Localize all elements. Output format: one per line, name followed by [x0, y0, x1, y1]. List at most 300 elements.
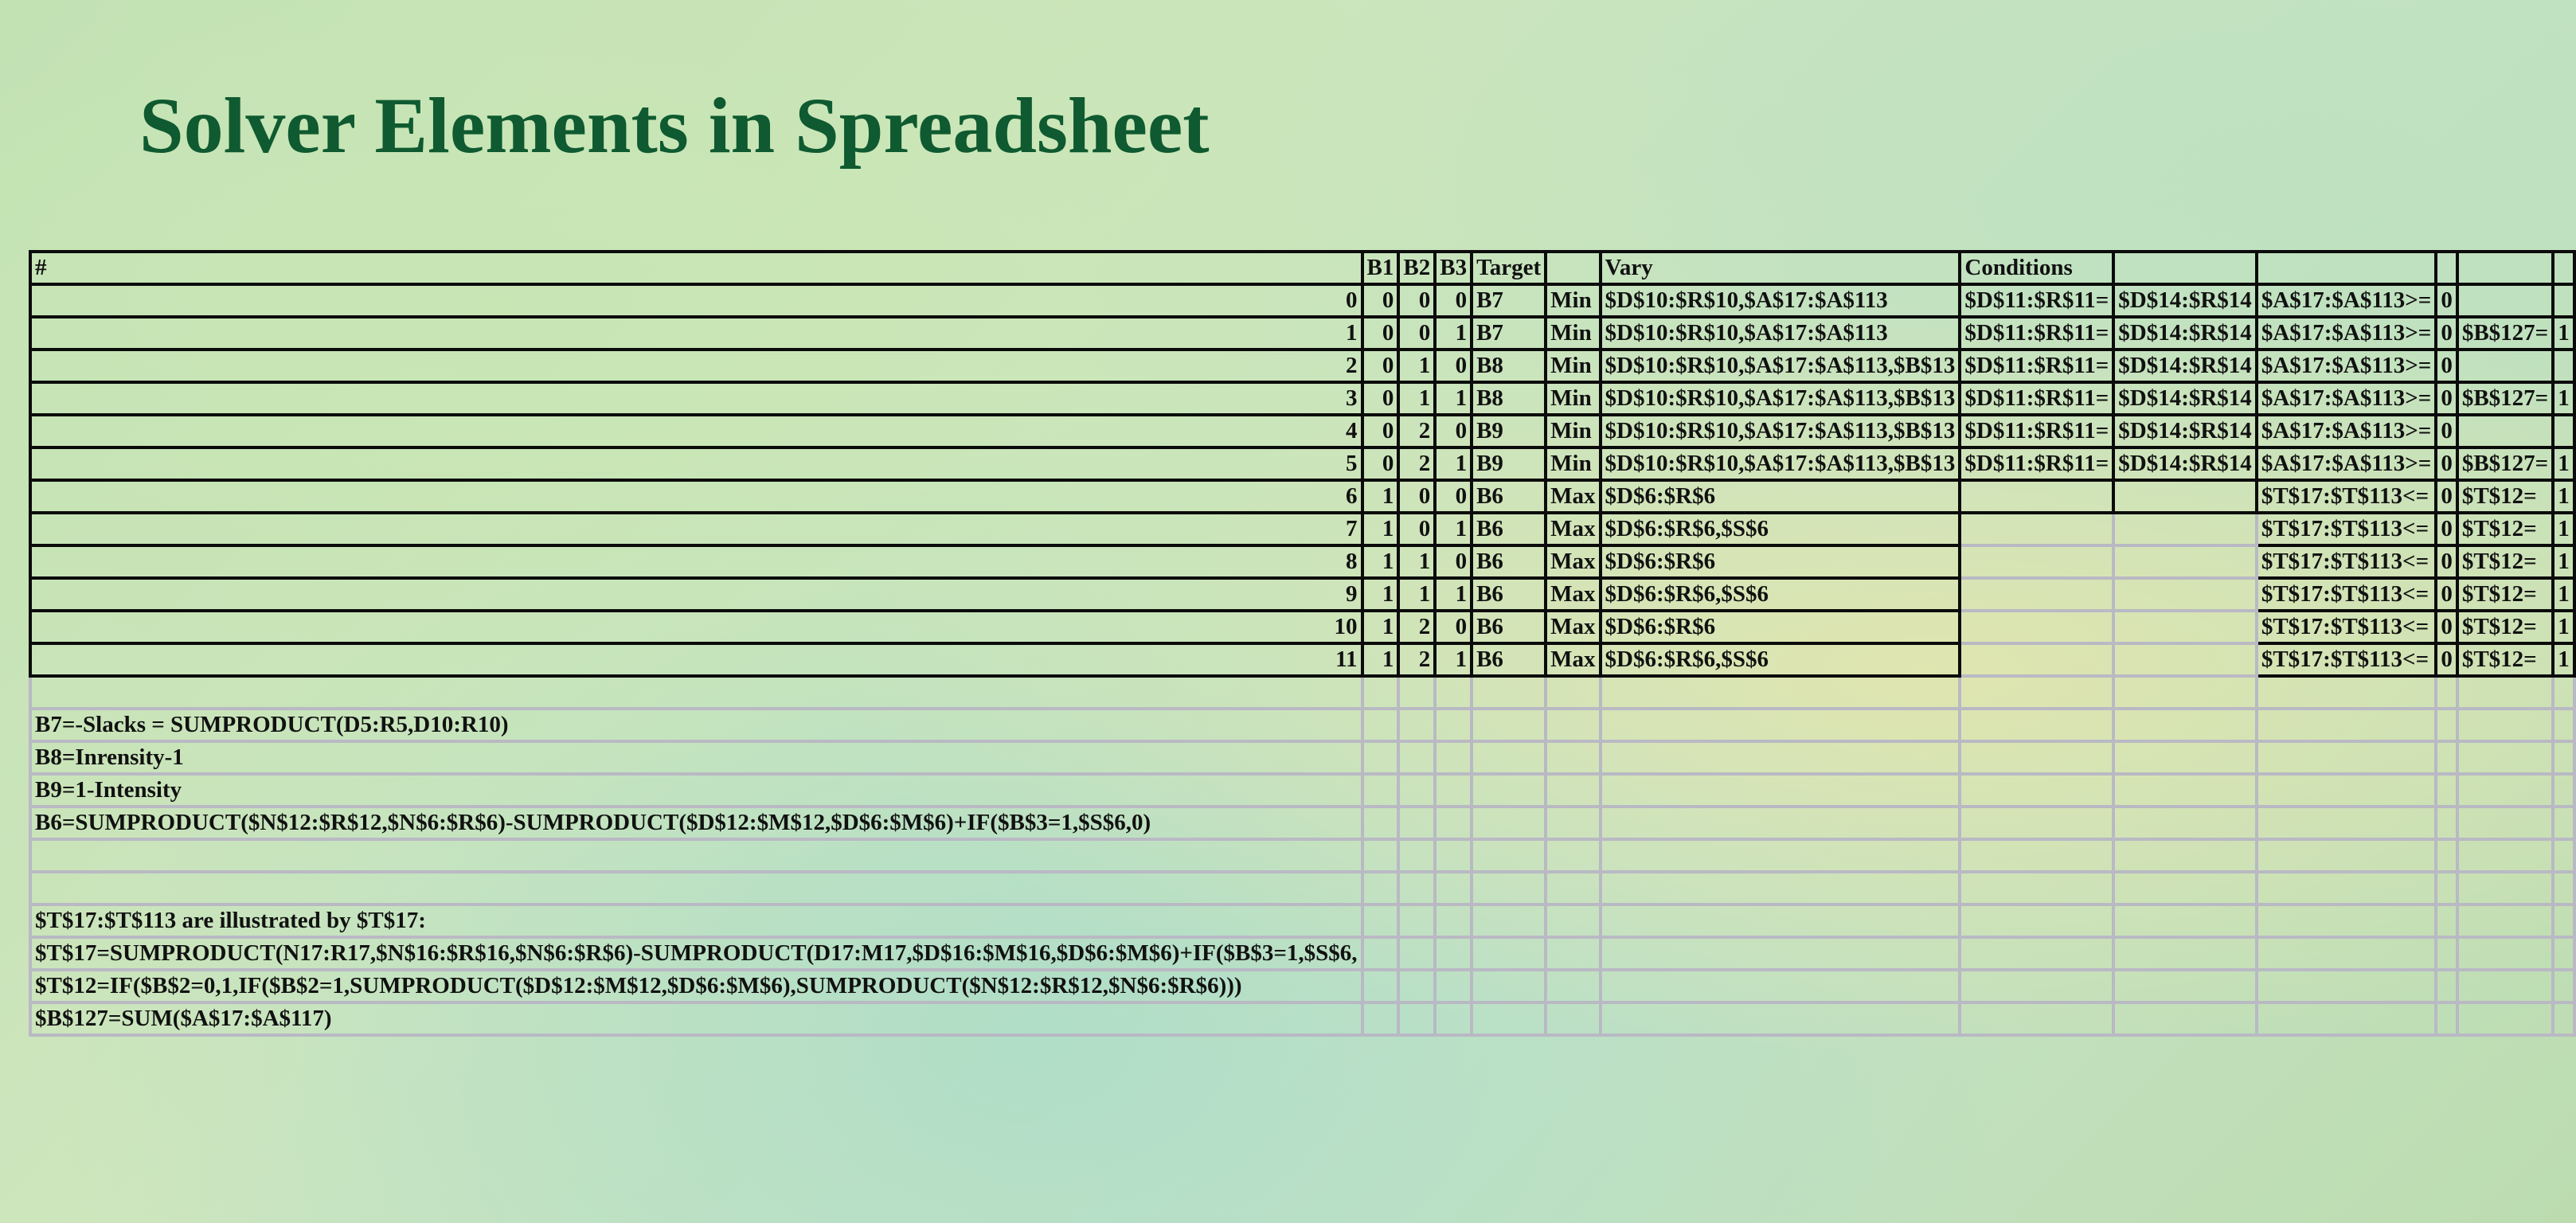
empty-cell[interactable]	[2553, 872, 2574, 905]
empty-cell[interactable]	[2113, 872, 2257, 905]
row-1-b1-cell[interactable]: 0	[1362, 317, 1399, 350]
empty-cell[interactable]	[1472, 872, 1546, 905]
header-goal-cell[interactable]	[1546, 252, 1600, 284]
row-3-constraint-value-cell[interactable]: 0	[2436, 382, 2457, 415]
row-11-constraint-cell[interactable]: $T$17:$T$113<=	[2257, 643, 2437, 676]
row-6-condition-rhs-cell[interactable]	[2113, 480, 2257, 513]
empty-cell[interactable]	[1435, 937, 1472, 970]
row-9-extra-value-cell[interactable]: 1	[2553, 578, 2574, 611]
row-9-vary-cell[interactable]: $D$6:$R$6,$S$6	[1601, 578, 1960, 611]
row-11-constraint-value-cell[interactable]: 0	[2436, 643, 2457, 676]
empty-cell[interactable]	[2436, 741, 2457, 774]
row-11-goal-cell[interactable]: Max	[1546, 643, 1600, 676]
row-1-b2-cell[interactable]: 0	[1398, 317, 1435, 350]
row-9-goal-cell[interactable]: Max	[1546, 578, 1600, 611]
empty-cell[interactable]	[2457, 709, 2553, 741]
row-8-condition-lhs-cell[interactable]	[1960, 545, 2113, 578]
empty-cell[interactable]	[1435, 709, 1472, 741]
empty-cell[interactable]	[1546, 741, 1600, 774]
formula-note[interactable]: $B$127=SUM($A$17:$A$117)	[30, 1002, 1362, 1035]
empty-cell[interactable]	[2113, 807, 2257, 839]
empty-cell[interactable]	[2257, 970, 2437, 1002]
row-10-index-cell[interactable]: 10	[30, 611, 1362, 643]
empty-cell[interactable]	[1472, 676, 1546, 709]
empty-cell[interactable]	[2553, 970, 2574, 1002]
row-6-condition-lhs-cell[interactable]	[1960, 480, 2113, 513]
empty-cell[interactable]	[2113, 839, 2257, 872]
row-2-index-cell[interactable]: 2	[30, 350, 1362, 382]
empty-cell[interactable]	[2553, 774, 2574, 807]
row-3-vary-cell[interactable]: $D$10:$R$10,$A$17:$A$113,$B$13	[1601, 382, 1960, 415]
row-11-vary-cell[interactable]: $D$6:$R$6,$S$6	[1601, 643, 1960, 676]
formula-note[interactable]: B7=-Slacks = SUMPRODUCT(D5:R5,D10:R10)	[30, 709, 1362, 741]
row-6-b3-cell[interactable]: 0	[1435, 480, 1472, 513]
row-5-condition-lhs-cell[interactable]: $D$11:$R$11=	[1960, 447, 2113, 480]
row-1-goal-cell[interactable]: Min	[1546, 317, 1600, 350]
header-target-cell[interactable]: Target	[1472, 252, 1546, 284]
row-7-extra-constraint-cell[interactable]: $T$12=	[2457, 513, 2553, 545]
empty-cell[interactable]	[1362, 676, 1399, 709]
row-0-extra-constraint-cell[interactable]	[2457, 284, 2553, 317]
empty-cell[interactable]	[1546, 970, 1600, 1002]
empty-cell[interactable]	[2257, 872, 2437, 905]
row-6-b2-cell[interactable]: 0	[1398, 480, 1435, 513]
empty-cell[interactable]	[2436, 676, 2457, 709]
row-8-target-cell[interactable]: B6	[1472, 545, 1546, 578]
row-7-b3-cell[interactable]: 1	[1435, 513, 1472, 545]
row-1-constraint-value-cell[interactable]: 0	[2436, 317, 2457, 350]
row-1-target-cell[interactable]: B7	[1472, 317, 1546, 350]
row-10-extra-constraint-cell[interactable]: $T$12=	[2457, 611, 2553, 643]
empty-cell[interactable]	[1601, 741, 1960, 774]
row-4-b1-cell[interactable]: 0	[1362, 415, 1399, 447]
empty-cell[interactable]	[1398, 807, 1435, 839]
empty-cell[interactable]	[2113, 1002, 2257, 1035]
empty-cell[interactable]	[1362, 1002, 1399, 1035]
row-11-target-cell[interactable]: B6	[1472, 643, 1546, 676]
row-5-goal-cell[interactable]: Min	[1546, 447, 1600, 480]
row-5-extra-constraint-cell[interactable]: $B$127=	[2457, 447, 2553, 480]
row-10-vary-cell[interactable]: $D$6:$R$6	[1601, 611, 1960, 643]
formula-note[interactable]	[30, 839, 1362, 872]
row-11-b3-cell[interactable]: 1	[1435, 643, 1472, 676]
row-2-b1-cell[interactable]: 0	[1362, 350, 1399, 382]
empty-cell[interactable]	[2457, 676, 2553, 709]
empty-cell[interactable]	[1546, 774, 1600, 807]
empty-cell[interactable]	[2457, 807, 2553, 839]
row-11-b2-cell[interactable]: 2	[1398, 643, 1435, 676]
empty-cell[interactable]	[2257, 905, 2437, 937]
empty-cell[interactable]	[1362, 970, 1399, 1002]
row-10-condition-rhs-cell[interactable]	[2113, 611, 2257, 643]
row-0-condition-rhs-cell[interactable]: $D$14:$R$14	[2113, 284, 2257, 317]
empty-cell[interactable]	[2457, 839, 2553, 872]
empty-cell[interactable]	[1435, 741, 1472, 774]
empty-cell[interactable]	[2436, 807, 2457, 839]
empty-cell[interactable]	[1435, 807, 1472, 839]
row-4-goal-cell[interactable]: Min	[1546, 415, 1600, 447]
row-3-b3-cell[interactable]: 1	[1435, 382, 1472, 415]
row-4-constraint-cell[interactable]: $A$17:$A$113>=	[2257, 415, 2437, 447]
empty-cell[interactable]	[1601, 709, 1960, 741]
row-11-b1-cell[interactable]: 1	[1362, 643, 1399, 676]
formula-note[interactable]	[30, 872, 1362, 905]
empty-cell[interactable]	[1546, 839, 1600, 872]
row-3-condition-rhs-cell[interactable]: $D$14:$R$14	[2113, 382, 2257, 415]
empty-cell[interactable]	[1398, 741, 1435, 774]
row-0-b1-cell[interactable]: 0	[1362, 284, 1399, 317]
empty-cell[interactable]	[2257, 676, 2437, 709]
formula-note[interactable]: $T$17=SUMPRODUCT(N17:R17,$N$16:$R$16,$N$6:$R$6)-SUMPRODUCT(D17:M17,$D$16:$M$16,$D$6:$M$6)+IF($B$3=1,$S$6,	[30, 937, 1362, 970]
row-9-constraint-value-cell[interactable]: 0	[2436, 578, 2457, 611]
row-10-constraint-cell[interactable]: $T$17:$T$113<=	[2257, 611, 2437, 643]
row-8-goal-cell[interactable]: Max	[1546, 545, 1600, 578]
row-2-extra-constraint-cell[interactable]	[2457, 350, 2553, 382]
row-5-vary-cell[interactable]: $D$10:$R$10,$A$17:$A$113,$B$13	[1601, 447, 1960, 480]
empty-cell[interactable]	[2553, 905, 2574, 937]
row-2-b3-cell[interactable]: 0	[1435, 350, 1472, 382]
header-b2-cell[interactable]: B2	[1398, 252, 1435, 284]
row-3-b2-cell[interactable]: 1	[1398, 382, 1435, 415]
row-10-constraint-value-cell[interactable]: 0	[2436, 611, 2457, 643]
empty-cell[interactable]	[1960, 709, 2113, 741]
empty-cell[interactable]	[2436, 937, 2457, 970]
row-9-target-cell[interactable]: B6	[1472, 578, 1546, 611]
row-2-constraint-cell[interactable]: $A$17:$A$113>=	[2257, 350, 2437, 382]
header-constraint-cell[interactable]	[2257, 252, 2437, 284]
empty-cell[interactable]	[1472, 970, 1546, 1002]
row-6-constraint-value-cell[interactable]: 0	[2436, 480, 2457, 513]
row-10-extra-value-cell[interactable]: 1	[2553, 611, 2574, 643]
empty-cell[interactable]	[1362, 872, 1399, 905]
empty-cell[interactable]	[1601, 676, 1960, 709]
row-1-index-cell[interactable]: 1	[30, 317, 1362, 350]
row-10-b2-cell[interactable]: 2	[1398, 611, 1435, 643]
empty-cell[interactable]	[2553, 741, 2574, 774]
empty-cell[interactable]	[1472, 807, 1546, 839]
empty-cell[interactable]	[1362, 905, 1399, 937]
empty-cell[interactable]	[2553, 807, 2574, 839]
row-3-goal-cell[interactable]: Min	[1546, 382, 1600, 415]
header-condition-lhs-cell[interactable]: Conditions	[1960, 252, 2113, 284]
row-9-b3-cell[interactable]: 1	[1435, 578, 1472, 611]
empty-cell[interactable]	[1601, 1002, 1960, 1035]
row-8-condition-rhs-cell[interactable]	[2113, 545, 2257, 578]
empty-cell[interactable]	[1362, 839, 1399, 872]
header-b3-cell[interactable]: B3	[1435, 252, 1472, 284]
empty-cell[interactable]	[1960, 839, 2113, 872]
row-2-goal-cell[interactable]: Min	[1546, 350, 1600, 382]
empty-cell[interactable]	[1960, 937, 2113, 970]
empty-cell[interactable]	[2553, 839, 2574, 872]
row-5-target-cell[interactable]: B9	[1472, 447, 1546, 480]
empty-cell[interactable]	[1398, 937, 1435, 970]
row-6-extra-value-cell[interactable]: 1	[2553, 480, 2574, 513]
row-1-condition-rhs-cell[interactable]: $D$14:$R$14	[2113, 317, 2257, 350]
empty-cell[interactable]	[2113, 741, 2257, 774]
row-7-index-cell[interactable]: 7	[30, 513, 1362, 545]
empty-cell[interactable]	[1601, 970, 1960, 1002]
formula-note[interactable]: B6=SUMPRODUCT($N$12:$R$12,$N$6:$R$6)-SUMPRODUCT($D$12:$M$12,$D$6:$M$6)+IF($B$3=1,$S$6,0)	[30, 807, 1362, 839]
empty-cell[interactable]	[2257, 774, 2437, 807]
row-10-condition-lhs-cell[interactable]	[1960, 611, 2113, 643]
empty-cell[interactable]	[1960, 807, 2113, 839]
empty-cell[interactable]	[1601, 774, 1960, 807]
row-3-condition-lhs-cell[interactable]: $D$11:$R$11=	[1960, 382, 2113, 415]
row-5-constraint-cell[interactable]: $A$17:$A$113>=	[2257, 447, 2437, 480]
empty-cell[interactable]	[1362, 807, 1399, 839]
row-7-vary-cell[interactable]: $D$6:$R$6,$S$6	[1601, 513, 1960, 545]
empty-cell[interactable]	[2457, 937, 2553, 970]
empty-cell[interactable]	[2257, 709, 2437, 741]
empty-cell[interactable]	[1398, 709, 1435, 741]
empty-cell[interactable]	[2257, 807, 2437, 839]
row-3-target-cell[interactable]: B8	[1472, 382, 1546, 415]
row-9-condition-lhs-cell[interactable]	[1960, 578, 2113, 611]
empty-cell[interactable]	[1472, 905, 1546, 937]
row-7-target-cell[interactable]: B6	[1472, 513, 1546, 545]
empty-cell[interactable]	[2457, 741, 2553, 774]
empty-cell[interactable]	[1435, 774, 1472, 807]
row-0-constraint-cell[interactable]: $A$17:$A$113>=	[2257, 284, 2437, 317]
empty-cell[interactable]	[2436, 774, 2457, 807]
empty-cell[interactable]	[1398, 905, 1435, 937]
row-3-constraint-cell[interactable]: $A$17:$A$113>=	[2257, 382, 2437, 415]
empty-cell[interactable]	[1546, 937, 1600, 970]
empty-cell[interactable]	[1362, 937, 1399, 970]
row-7-b2-cell[interactable]: 0	[1398, 513, 1435, 545]
header-index-cell[interactable]: #	[30, 252, 1362, 284]
empty-cell[interactable]	[1435, 872, 1472, 905]
row-7-b1-cell[interactable]: 1	[1362, 513, 1399, 545]
row-7-condition-lhs-cell[interactable]	[1960, 513, 2113, 545]
empty-cell[interactable]	[1398, 774, 1435, 807]
empty-cell[interactable]	[1362, 741, 1399, 774]
row-5-index-cell[interactable]: 5	[30, 447, 1362, 480]
row-8-extra-value-cell[interactable]: 1	[2553, 545, 2574, 578]
row-0-index-cell[interactable]: 0	[30, 284, 1362, 317]
row-7-condition-rhs-cell[interactable]	[2113, 513, 2257, 545]
row-10-b3-cell[interactable]: 0	[1435, 611, 1472, 643]
row-2-condition-lhs-cell[interactable]: $D$11:$R$11=	[1960, 350, 2113, 382]
row-4-b2-cell[interactable]: 2	[1398, 415, 1435, 447]
empty-cell[interactable]	[1472, 839, 1546, 872]
row-9-index-cell[interactable]: 9	[30, 578, 1362, 611]
header-vary-cell[interactable]: Vary	[1601, 252, 1960, 284]
formula-note[interactable]: B8=Inrensity-1	[30, 741, 1362, 774]
row-8-b2-cell[interactable]: 1	[1398, 545, 1435, 578]
row-4-index-cell[interactable]: 4	[30, 415, 1362, 447]
empty-cell[interactable]	[1398, 872, 1435, 905]
row-6-b1-cell[interactable]: 1	[1362, 480, 1399, 513]
row-11-extra-value-cell[interactable]: 1	[2553, 643, 2574, 676]
empty-cell[interactable]	[2436, 872, 2457, 905]
empty-cell[interactable]	[2257, 839, 2437, 872]
empty-cell[interactable]	[1546, 807, 1600, 839]
row-10-b1-cell[interactable]: 1	[1362, 611, 1399, 643]
row-6-constraint-cell[interactable]: $T$17:$T$113<=	[2257, 480, 2437, 513]
row-8-vary-cell[interactable]: $D$6:$R$6	[1601, 545, 1960, 578]
empty-cell[interactable]	[1472, 741, 1546, 774]
row-8-b1-cell[interactable]: 1	[1362, 545, 1399, 578]
row-0-vary-cell[interactable]: $D$10:$R$10,$A$17:$A$113	[1601, 284, 1960, 317]
empty-cell[interactable]	[1435, 839, 1472, 872]
row-4-extra-constraint-cell[interactable]	[2457, 415, 2553, 447]
row-7-goal-cell[interactable]: Max	[1546, 513, 1600, 545]
empty-cell[interactable]	[1601, 937, 1960, 970]
empty-cell[interactable]	[2436, 839, 2457, 872]
empty-cell[interactable]	[1546, 872, 1600, 905]
formula-note[interactable]: $T$12=IF($B$2=0,1,IF($B$2=1,SUMPRODUCT($D$12:$M$12,$D$6:$M$6),SUMPRODUCT($N$12:$R$12,$N$6:$R$6)))	[30, 970, 1362, 1002]
empty-cell[interactable]	[1960, 676, 2113, 709]
empty-cell[interactable]	[1472, 1002, 1546, 1035]
empty-cell[interactable]	[1960, 741, 2113, 774]
row-7-constraint-cell[interactable]: $T$17:$T$113<=	[2257, 513, 2437, 545]
row-1-condition-lhs-cell[interactable]: $D$11:$R$11=	[1960, 317, 2113, 350]
row-4-condition-lhs-cell[interactable]: $D$11:$R$11=	[1960, 415, 2113, 447]
empty-cell[interactable]	[2113, 937, 2257, 970]
empty-cell[interactable]	[2457, 1002, 2553, 1035]
empty-cell[interactable]	[1960, 970, 2113, 1002]
empty-cell[interactable]	[1960, 872, 2113, 905]
row-2-extra-value-cell[interactable]	[2553, 350, 2574, 382]
empty-cell[interactable]	[2113, 709, 2257, 741]
empty-cell[interactable]	[1435, 970, 1472, 1002]
row-2-vary-cell[interactable]: $D$10:$R$10,$A$17:$A$113,$B$13	[1601, 350, 1960, 382]
row-9-condition-rhs-cell[interactable]	[2113, 578, 2257, 611]
row-2-b2-cell[interactable]: 1	[1398, 350, 1435, 382]
empty-cell[interactable]	[2457, 905, 2553, 937]
row-11-index-cell[interactable]: 11	[30, 643, 1362, 676]
empty-cell[interactable]	[2113, 774, 2257, 807]
header-condition-rhs-cell[interactable]	[2113, 252, 2257, 284]
row-8-constraint-cell[interactable]: $T$17:$T$113<=	[2257, 545, 2437, 578]
empty-cell[interactable]	[2436, 1002, 2457, 1035]
empty-cell[interactable]	[2553, 1002, 2574, 1035]
row-3-b1-cell[interactable]: 0	[1362, 382, 1399, 415]
row-0-b3-cell[interactable]: 0	[1435, 284, 1472, 317]
formula-note[interactable]: $T$17:$T$113 are illustrated by $T$17:	[30, 905, 1362, 937]
row-9-constraint-cell[interactable]: $T$17:$T$113<=	[2257, 578, 2437, 611]
row-5-constraint-value-cell[interactable]: 0	[2436, 447, 2457, 480]
empty-cell[interactable]	[1362, 709, 1399, 741]
row-5-condition-rhs-cell[interactable]: $D$14:$R$14	[2113, 447, 2257, 480]
row-3-extra-value-cell[interactable]: 1	[2553, 382, 2574, 415]
empty-cell[interactable]	[1398, 1002, 1435, 1035]
empty-cell[interactable]	[1472, 937, 1546, 970]
row-6-index-cell[interactable]: 6	[30, 480, 1362, 513]
row-0-target-cell[interactable]: B7	[1472, 284, 1546, 317]
empty-cell[interactable]	[2113, 970, 2257, 1002]
row-5-b1-cell[interactable]: 0	[1362, 447, 1399, 480]
row-3-index-cell[interactable]: 3	[30, 382, 1362, 415]
empty-cell[interactable]	[2113, 905, 2257, 937]
empty-cell[interactable]	[1435, 1002, 1472, 1035]
formula-note[interactable]	[30, 676, 1362, 709]
empty-cell[interactable]	[1960, 1002, 2113, 1035]
empty-cell[interactable]	[1472, 709, 1546, 741]
row-5-extra-value-cell[interactable]: 1	[2553, 447, 2574, 480]
empty-cell[interactable]	[1601, 872, 1960, 905]
row-9-b2-cell[interactable]: 1	[1398, 578, 1435, 611]
row-2-constraint-value-cell[interactable]: 0	[2436, 350, 2457, 382]
empty-cell[interactable]	[1472, 774, 1546, 807]
row-0-constraint-value-cell[interactable]: 0	[2436, 284, 2457, 317]
empty-cell[interactable]	[2257, 937, 2437, 970]
row-10-goal-cell[interactable]: Max	[1546, 611, 1600, 643]
row-1-vary-cell[interactable]: $D$10:$R$10,$A$17:$A$113	[1601, 317, 1960, 350]
row-6-target-cell[interactable]: B6	[1472, 480, 1546, 513]
empty-cell[interactable]	[1601, 807, 1960, 839]
empty-cell[interactable]	[1435, 676, 1472, 709]
formula-note[interactable]: B9=1-Intensity	[30, 774, 1362, 807]
row-2-target-cell[interactable]: B8	[1472, 350, 1546, 382]
row-5-b3-cell[interactable]: 1	[1435, 447, 1472, 480]
empty-cell[interactable]	[2553, 709, 2574, 741]
empty-cell[interactable]	[1960, 905, 2113, 937]
row-0-condition-lhs-cell[interactable]: $D$11:$R$11=	[1960, 284, 2113, 317]
empty-cell[interactable]	[2436, 709, 2457, 741]
header-extra-value-cell[interactable]	[2553, 252, 2574, 284]
row-8-index-cell[interactable]: 8	[30, 545, 1362, 578]
row-0-extra-value-cell[interactable]	[2553, 284, 2574, 317]
empty-cell[interactable]	[1362, 774, 1399, 807]
row-1-extra-constraint-cell[interactable]: $B$127=	[2457, 317, 2553, 350]
empty-cell[interactable]	[1435, 905, 1472, 937]
row-11-condition-lhs-cell[interactable]	[1960, 643, 2113, 676]
empty-cell[interactable]	[1546, 709, 1600, 741]
row-3-extra-constraint-cell[interactable]: $B$127=	[2457, 382, 2553, 415]
header-extra-constraint-cell[interactable]	[2457, 252, 2553, 284]
empty-cell[interactable]	[2457, 970, 2553, 1002]
row-4-vary-cell[interactable]: $D$10:$R$10,$A$17:$A$113,$B$13	[1601, 415, 1960, 447]
empty-cell[interactable]	[1398, 676, 1435, 709]
row-1-extra-value-cell[interactable]: 1	[2553, 317, 2574, 350]
row-6-extra-constraint-cell[interactable]: $T$12=	[2457, 480, 2553, 513]
empty-cell[interactable]	[1546, 905, 1600, 937]
empty-cell[interactable]	[1601, 839, 1960, 872]
row-6-goal-cell[interactable]: Max	[1546, 480, 1600, 513]
empty-cell[interactable]	[2436, 905, 2457, 937]
row-8-b3-cell[interactable]: 0	[1435, 545, 1472, 578]
row-9-b1-cell[interactable]: 1	[1362, 578, 1399, 611]
empty-cell[interactable]	[1546, 1002, 1600, 1035]
empty-cell[interactable]	[2257, 1002, 2437, 1035]
row-0-goal-cell[interactable]: Min	[1546, 284, 1600, 317]
row-4-constraint-value-cell[interactable]: 0	[2436, 415, 2457, 447]
empty-cell[interactable]	[2457, 774, 2553, 807]
row-11-condition-rhs-cell[interactable]	[2113, 643, 2257, 676]
empty-cell[interactable]	[2113, 676, 2257, 709]
empty-cell[interactable]	[2553, 937, 2574, 970]
empty-cell[interactable]	[1601, 905, 1960, 937]
empty-cell[interactable]	[1398, 839, 1435, 872]
row-5-b2-cell[interactable]: 2	[1398, 447, 1435, 480]
row-8-extra-constraint-cell[interactable]: $T$12=	[2457, 545, 2553, 578]
row-11-extra-constraint-cell[interactable]: $T$12=	[2457, 643, 2553, 676]
header-b1-cell[interactable]: B1	[1362, 252, 1399, 284]
row-1-constraint-cell[interactable]: $A$17:$A$113>=	[2257, 317, 2437, 350]
empty-cell[interactable]	[2553, 676, 2574, 709]
row-4-b3-cell[interactable]: 0	[1435, 415, 1472, 447]
row-8-constraint-value-cell[interactable]: 0	[2436, 545, 2457, 578]
empty-cell[interactable]	[1960, 774, 2113, 807]
row-4-extra-value-cell[interactable]	[2553, 415, 2574, 447]
row-1-b3-cell[interactable]: 1	[1435, 317, 1472, 350]
row-0-b2-cell[interactable]: 0	[1398, 284, 1435, 317]
row-4-condition-rhs-cell[interactable]: $D$14:$R$14	[2113, 415, 2257, 447]
row-4-target-cell[interactable]: B9	[1472, 415, 1546, 447]
